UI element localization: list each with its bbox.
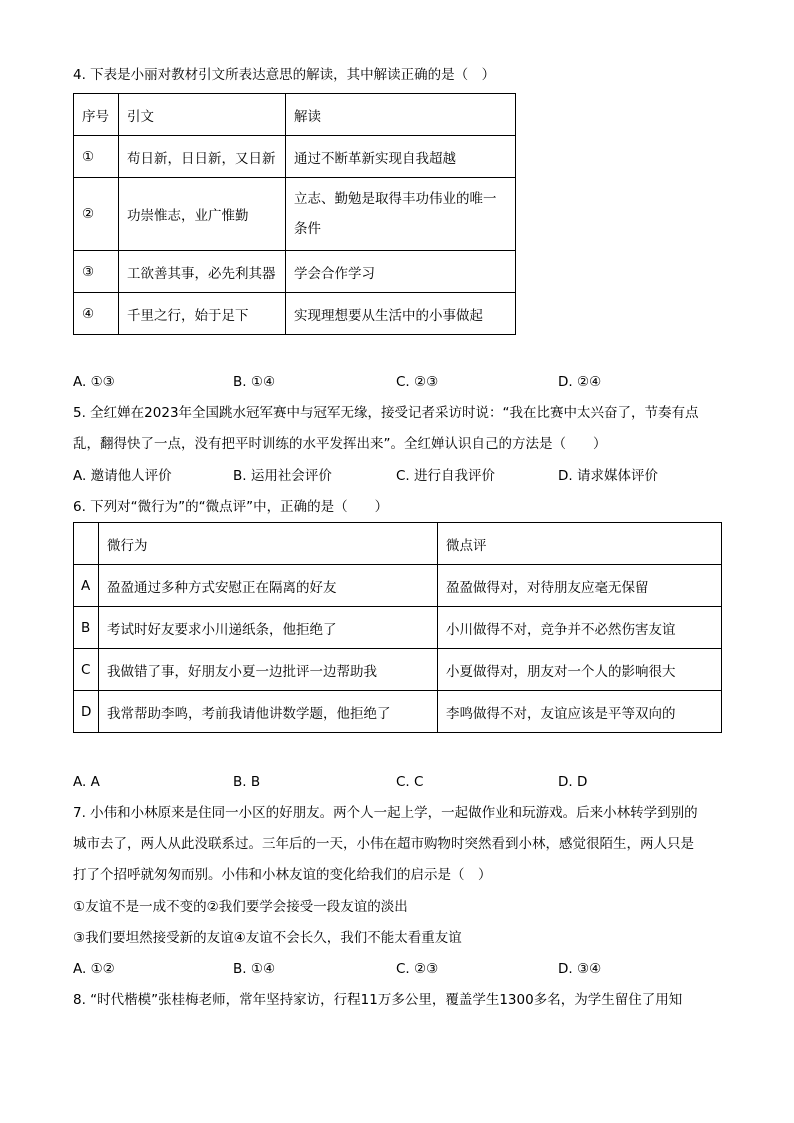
row-quote: 功崇惟志，业广惟勤 xyxy=(119,178,286,251)
table-row xyxy=(74,136,516,178)
header-interp: 解读 xyxy=(286,94,516,136)
q5-stem-line1: 5. 全红婵在2023年全国跳水冠军赛中与冠军无缘，接受记者采访时说：“我在比赛中太兴奋了，节奏有点 xyxy=(73,405,699,421)
row-letter: C xyxy=(74,649,99,691)
q7-stem-line2: 城市去了，两人从此没联系过。三年后的一天，小伟在超市购物时突然看到小林，感觉很陌生，两人只是 xyxy=(73,836,694,852)
option-d[interactable]: D. D xyxy=(558,774,588,790)
row-comment: 李鸣做得不对，友谊应该是平等双向的 xyxy=(438,691,722,733)
row-act: 盈盈通过多种方式安慰正在隔离的好友 xyxy=(99,565,438,607)
header-act: 微行为 xyxy=(99,523,438,565)
option-b[interactable]: B. B xyxy=(233,774,261,790)
q4-stem: 4. 下表是小丽对教材引文所表达意思的解读，其中解读正确的是（ ） xyxy=(73,67,496,83)
q5-stem-line2: 乱，翻得快了一点，没有把平时训练的水平发挥出来”。全红婵认识自己的方法是（ ） xyxy=(73,436,607,452)
row-no: ③ xyxy=(74,251,119,293)
row-act: 我常帮助李鸣，考前我请他讲数学题，他拒绝了 xyxy=(99,691,438,733)
row-comment: 小川做得不对，竞争并不必然伤害友谊 xyxy=(438,607,722,649)
option-b[interactable]: B. ①④ xyxy=(233,961,276,977)
table-row xyxy=(74,251,516,293)
row-letter: B xyxy=(74,607,99,649)
row-no: ② xyxy=(74,178,119,251)
row-act: 考试时好友要求小川递纸条，他拒绝了 xyxy=(99,607,438,649)
row-comment: 盈盈做得对，对待朋友应毫无保留 xyxy=(438,565,722,607)
table-row xyxy=(74,649,722,691)
q6-stem: 6. 下列对“微行为”的“微点评”中，正确的是（ ） xyxy=(73,499,389,515)
row-comment: 小夏做得对，朋友对一个人的影响很大 xyxy=(438,649,722,691)
q7-stem-line1: 7. 小伟和小林原来是住同一小区的好朋友。两个人一起上学，一起做作业和玩游戏。后来小林转学到别的 xyxy=(73,805,698,821)
table-row xyxy=(74,293,516,335)
row-interp: 实现理想要从生活中的小事做起 xyxy=(286,293,516,335)
q6-table xyxy=(73,522,722,733)
row-interp: 立志、勤勉是取得丰功伟业的唯一条件 xyxy=(286,178,516,251)
q5-options xyxy=(73,467,733,485)
table-row xyxy=(74,691,722,733)
row-act: 我做错了事，好朋友小夏一边批评一边帮助我 xyxy=(99,649,438,691)
row-letter: D xyxy=(74,691,99,733)
option-c[interactable]: C. ②③ xyxy=(396,374,439,390)
q7-options xyxy=(73,960,733,978)
q4-options xyxy=(73,373,733,391)
option-d[interactable]: D. ③④ xyxy=(558,961,602,977)
option-a[interactable]: A. 邀请他人评价 xyxy=(73,468,172,484)
q6-options xyxy=(73,773,733,791)
option-c[interactable]: C. ②③ xyxy=(396,961,439,977)
option-c[interactable]: C. C xyxy=(396,774,424,790)
table-row xyxy=(74,565,722,607)
q8-stem-line1: 8. “时代楷模”张桂梅老师，常年坚持家访，行程11万多公里，覆盖学生1300多名，为学生留住了用知 xyxy=(73,992,683,1008)
option-b[interactable]: B. 运用社会评价 xyxy=(233,468,332,484)
header-no: 序号 xyxy=(74,94,119,136)
header-quote: 引文 xyxy=(119,94,286,136)
option-a[interactable]: A. ①② xyxy=(73,961,115,977)
row-letter: A xyxy=(74,565,99,607)
header-comment: 微点评 xyxy=(438,523,722,565)
option-b[interactable]: B. ①④ xyxy=(233,374,276,390)
option-a[interactable]: A. A xyxy=(73,774,100,790)
row-interp: 通过不断革新实现自我超越 xyxy=(286,136,516,178)
table-row xyxy=(74,178,516,251)
row-quote: 苟日新，日日新，又日新 xyxy=(119,136,286,178)
option-d[interactable]: D. 请求媒体评价 xyxy=(558,468,658,484)
table-header-row xyxy=(74,94,516,136)
row-interp: 学会合作学习 xyxy=(286,251,516,293)
q4-table xyxy=(73,93,516,335)
q7-statement-2: ③我们要坦然接受新的友谊④友谊不会长久，我们不能太看重友谊 xyxy=(73,930,462,946)
row-quote: 工欲善其事，必先利其器 xyxy=(119,251,286,293)
option-a[interactable]: A. ①③ xyxy=(73,374,115,390)
row-no: ④ xyxy=(74,293,119,335)
q7-stem-line3: 打了个招呼就匆匆而别。小伟和小林友谊的变化给我们的启示是（ ） xyxy=(73,867,492,883)
row-no: ① xyxy=(74,136,119,178)
q7-statement-1: ①友谊不是一成不变的②我们要学会接受一段友谊的淡出 xyxy=(73,899,408,915)
option-c[interactable]: C. 进行自我评价 xyxy=(396,468,496,484)
option-d[interactable]: D. ②④ xyxy=(558,374,602,390)
table-row xyxy=(74,607,722,649)
header-letter xyxy=(74,523,99,565)
row-quote: 千里之行，始于足下 xyxy=(119,293,286,335)
table-header-row xyxy=(74,523,722,565)
